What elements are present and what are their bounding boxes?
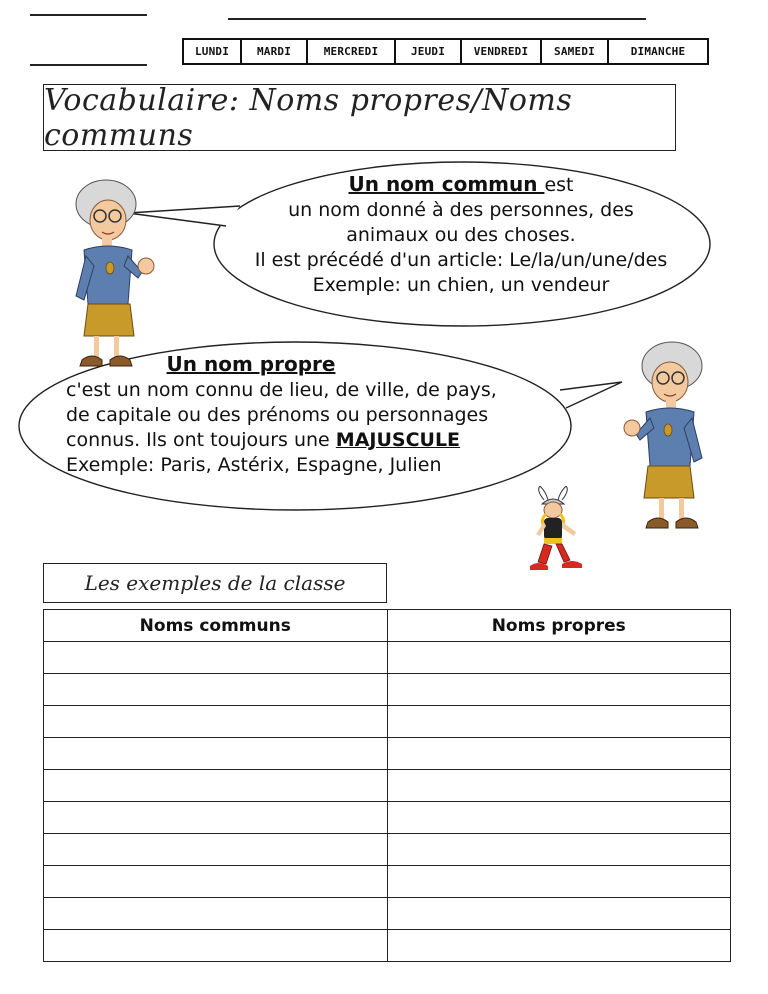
column-header-proper-nouns: Noms propres [387, 610, 731, 642]
day-saturday[interactable]: SAMEDI [542, 40, 609, 63]
capital-letter-emphasis: MAJUSCULE [335, 429, 461, 451]
common-noun-cell[interactable] [44, 738, 388, 770]
examples-table [43, 609, 731, 962]
table-row [44, 674, 731, 706]
common-noun-cell[interactable] [44, 898, 388, 930]
grandma-illustration-right [610, 338, 720, 538]
asterix-illustration [526, 486, 588, 578]
common-noun-cell[interactable] [44, 770, 388, 802]
table-row [44, 802, 731, 834]
proper-noun-cell[interactable] [387, 898, 731, 930]
proper-noun-heading: Un nom propre [166, 352, 336, 376]
common-noun-cell[interactable] [44, 802, 388, 834]
proper-noun-cell[interactable] [387, 802, 731, 834]
common-noun-line-4: Exemple: un chien, un vendeur [312, 274, 610, 296]
proper-noun-cell[interactable] [387, 866, 731, 898]
proper-noun-cell[interactable] [387, 834, 731, 866]
proper-noun-cell[interactable] [387, 770, 731, 802]
common-noun-line-1: un nom donné à des personnes, des [288, 199, 634, 221]
page-title: Vocabulaire: Noms propres/Noms communs [44, 82, 573, 153]
day-tuesday[interactable]: MARDI [242, 40, 308, 63]
class-examples-label-box [43, 563, 387, 603]
table-body [44, 642, 731, 962]
table-row [44, 642, 731, 674]
proper-noun-line-1: c'est un nom connu de lieu, de ville, de pays, [66, 379, 497, 401]
day-wednesday[interactable]: MERCREDI [308, 40, 396, 63]
day-friday[interactable]: VENDREDI [462, 40, 542, 63]
table-row [44, 898, 731, 930]
common-noun-definition [226, 172, 696, 298]
proper-noun-line-4: Exemple: Paris, Astérix, Espagne, Julien [66, 454, 442, 476]
common-noun-cell[interactable] [44, 674, 388, 706]
day-sunday[interactable]: DIMANCHE [630, 45, 686, 58]
common-noun-cell[interactable] [44, 642, 388, 674]
column-header-common-nouns: Noms communs [44, 610, 388, 642]
proper-noun-cell[interactable] [387, 930, 731, 962]
table-header-row [44, 610, 731, 642]
common-noun-heading-after: est [544, 174, 574, 196]
grandma-illustration-left [58, 176, 164, 376]
table-row [44, 930, 731, 962]
day-thursday[interactable]: JEUDI [396, 40, 462, 63]
common-noun-heading: Un nom commun [348, 172, 545, 196]
table-row [44, 834, 731, 866]
table-row [44, 706, 731, 738]
proper-noun-cell[interactable] [387, 738, 731, 770]
table-row [44, 770, 731, 802]
common-noun-cell[interactable] [44, 930, 388, 962]
proper-noun-line-2: de capitale ou des prénoms ou personnages [66, 404, 489, 426]
common-noun-cell[interactable] [44, 834, 388, 866]
table-row [44, 866, 731, 898]
proper-noun-cell[interactable] [387, 642, 731, 674]
proper-noun-line-3: connus. Ils ont toujours une [66, 429, 336, 451]
common-noun-line-2: animaux ou des choses. [346, 224, 576, 246]
proper-noun-cell[interactable] [387, 674, 731, 706]
proper-noun-cell[interactable] [387, 706, 731, 738]
common-noun-line-3: Il est précédé d'un article: Le/la/un/une/des [254, 249, 668, 271]
day-monday[interactable]: LUNDI [184, 40, 242, 63]
class-examples-label: Les exemples de la classe [84, 571, 346, 595]
common-noun-cell[interactable] [44, 866, 388, 898]
common-noun-cell[interactable] [44, 706, 388, 738]
table-row [44, 738, 731, 770]
